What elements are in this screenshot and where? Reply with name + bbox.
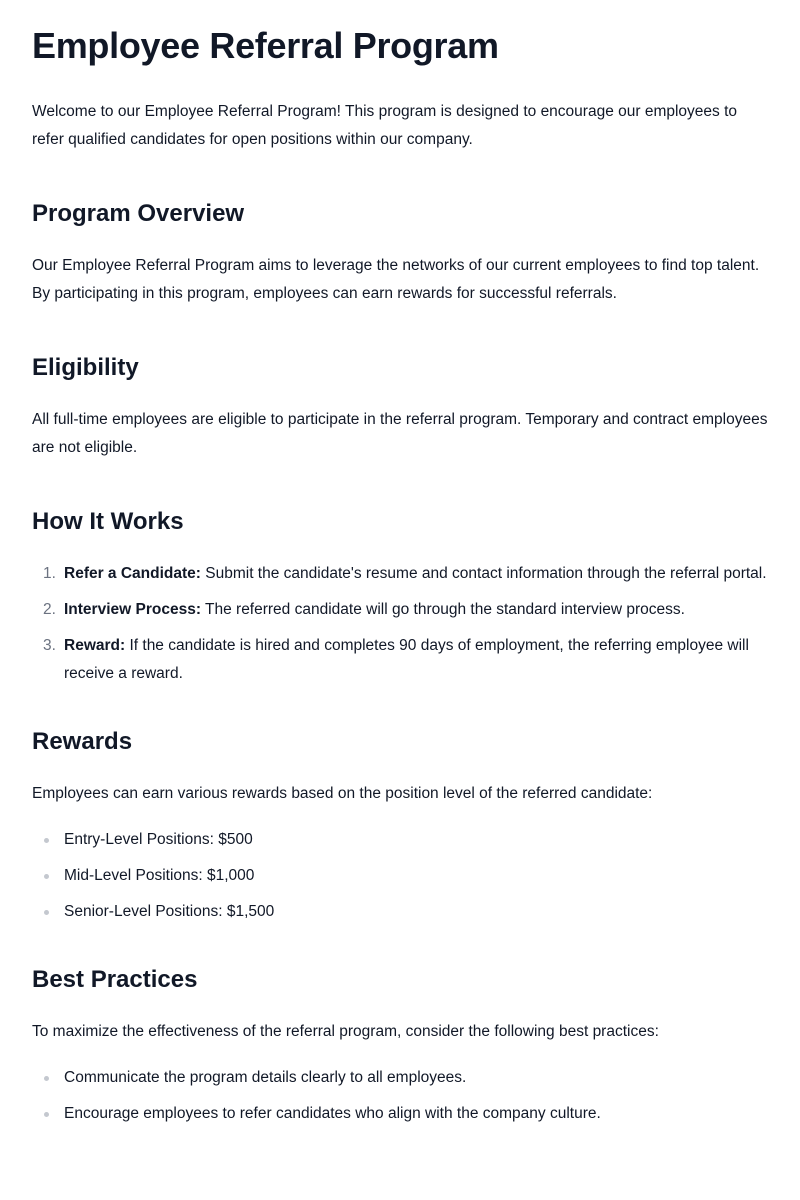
list-item-text: Entry-Level Positions: $500 (64, 831, 253, 848)
step-label: Interview Process: (64, 601, 201, 618)
section-heading-how-it-works: How It Works (32, 508, 184, 535)
step-text: If the candidate is hired and completes 90 days of employment, the referring employee will receive a reward. (64, 637, 749, 682)
list-number: 1. (43, 565, 56, 582)
overview-paragraph: Our Employee Referral Program aims to leverage the networks of our current employees to find top talent. By participating in this program, employees can earn rewards for successful referrals. (32, 257, 760, 302)
rewards-paragraph: Employees can earn various rewards based on the position level of the referred candidate: (32, 785, 653, 802)
list-number: 2. (43, 601, 56, 618)
list-number: 3. (43, 637, 56, 654)
section-heading-overview: Program Overview (32, 200, 245, 227)
bullet-icon (44, 910, 49, 915)
list-item-text: Senior-Level Positions: $1,500 (64, 903, 275, 920)
eligibility-paragraph: All full-time employees are eligible to participate in the referral program. Temporary and contract employees are not eligible. (32, 411, 768, 456)
list-item (32, 632, 768, 688)
bullet-icon (44, 1112, 49, 1117)
list-item (32, 596, 768, 624)
section-heading-best-practices: Best Practices (32, 966, 198, 993)
rewards-list (32, 826, 768, 926)
list-item-text: Mid-Level Positions: $1,000 (64, 867, 255, 884)
list-item (32, 1064, 768, 1092)
best-practices-list (32, 1064, 768, 1128)
step-label: Refer a Candidate: (64, 565, 201, 582)
list-item (32, 1100, 768, 1128)
list-item (32, 826, 768, 854)
list-item-text: Communicate the program details clearly to all employees. (64, 1069, 467, 1086)
intro-paragraph: Welcome to our Employee Referral Program! This program is designed to encourage our employees to refer qualified candidates for open positions within our company. (32, 103, 738, 148)
bullet-icon (44, 874, 49, 879)
section-heading-rewards: Rewards (32, 728, 133, 755)
bullet-icon (44, 1076, 49, 1081)
list-item (32, 862, 768, 890)
list-item-text: Encourage employees to refer candidates who align with the company culture. (64, 1105, 601, 1122)
step-label: Reward: (64, 637, 126, 654)
section-heading-eligibility: Eligibility (32, 354, 139, 381)
step-text: Submit the candidate's resume and contact information through the referral portal. (200, 565, 767, 582)
steps-list (32, 560, 768, 688)
list-item (32, 560, 768, 588)
list-item (32, 898, 768, 926)
step-text: The referred candidate will go through the standard interview process. (200, 601, 685, 618)
best-practices-paragraph: To maximize the effectiveness of the referral program, consider the following best practices: (32, 1023, 659, 1040)
page-title: Employee Referral Program (32, 25, 499, 66)
bullet-icon (44, 838, 49, 843)
